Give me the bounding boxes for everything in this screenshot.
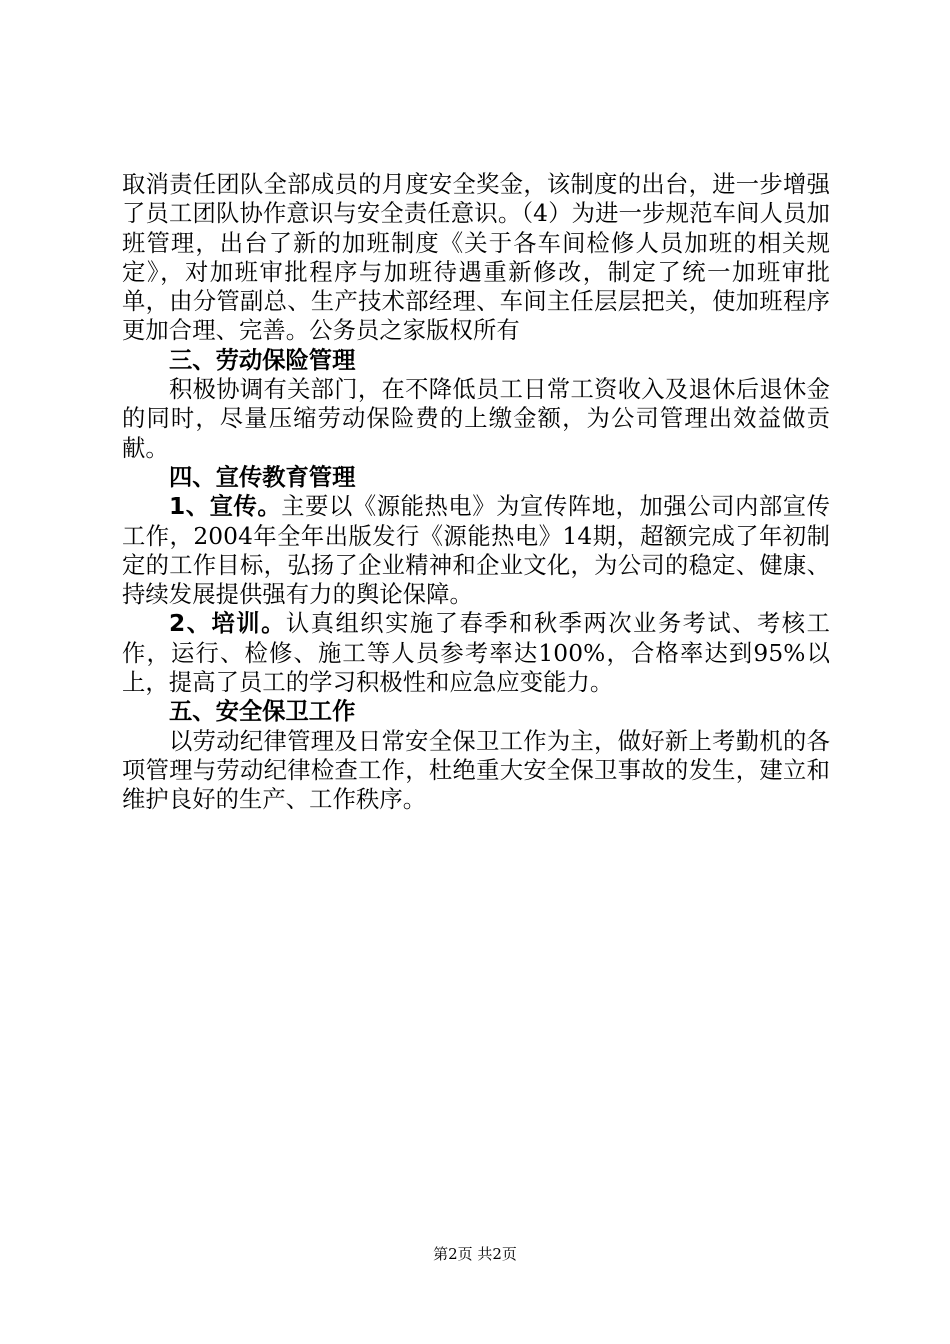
section-body-labor-insurance: 积极协调有关部门，在不降低员工日常工资收入及退休后退休金的同时，尽量压缩劳动保险费的上缴金额，为公司管理出效益做贡献。: [122, 376, 830, 462]
item-training-body: 认真组织实施了春季和秋季两次业务考试、考核工作，运行、检修、施工等人员参考率达100%，合格率达到95%以上，提高了员工的学习积极性和应急应变能力。: [122, 610, 830, 697]
section-heading-security: 五、安全保卫工作: [169, 698, 356, 726]
page-footer: [0, 1244, 950, 1264]
item-publicity-body: 主要以《源能热电》为宣传阵地，加强公司内部宣传工作，2004年全年出版发行《源能热电》14期，超额完成了年初制定的工作目标，弘扬了企业精神和企业文化，为公司的稳定、健康、持续发展提供强有力的舆论保障。: [122, 493, 830, 609]
section-heading-publicity-education: 四、宣传教育管理: [169, 463, 356, 491]
item-training-lead: 2、培训。: [169, 610, 286, 638]
page-number: 第2页 共2页: [433, 1245, 517, 1263]
section-heading-labor-insurance: 三、劳动保险管理: [169, 346, 356, 374]
item-publicity-lead: 1、宣传。: [169, 493, 282, 521]
document-body: [122, 170, 830, 815]
item-publicity: [122, 492, 830, 609]
item-training: [122, 609, 830, 697]
paragraph-continued: 取消责任团队全部成员的月度安全奖金，该制度的出台，进一步增强了员工团队协作意识与安全责任意识。（4）为进一步规范车间人员加班管理，出台了新的加班制度《关于各车间检修人员加班的相关规定》，对加班审批程序与加班待遇重新修改，制定了统一加班审批单，由分管副总、生产技术部经理、车间主任层层把关，使加班程序更加合理、完善。公务员之家版权所有: [122, 171, 830, 345]
section-body-security: 以劳动纪律管理及日常安全保卫工作为主，做好新上考勤机的各项管理与劳动纪律检查工作，杜绝重大安全保卫事故的发生，建立和维护良好的生产、工作秩序。: [122, 727, 830, 814]
